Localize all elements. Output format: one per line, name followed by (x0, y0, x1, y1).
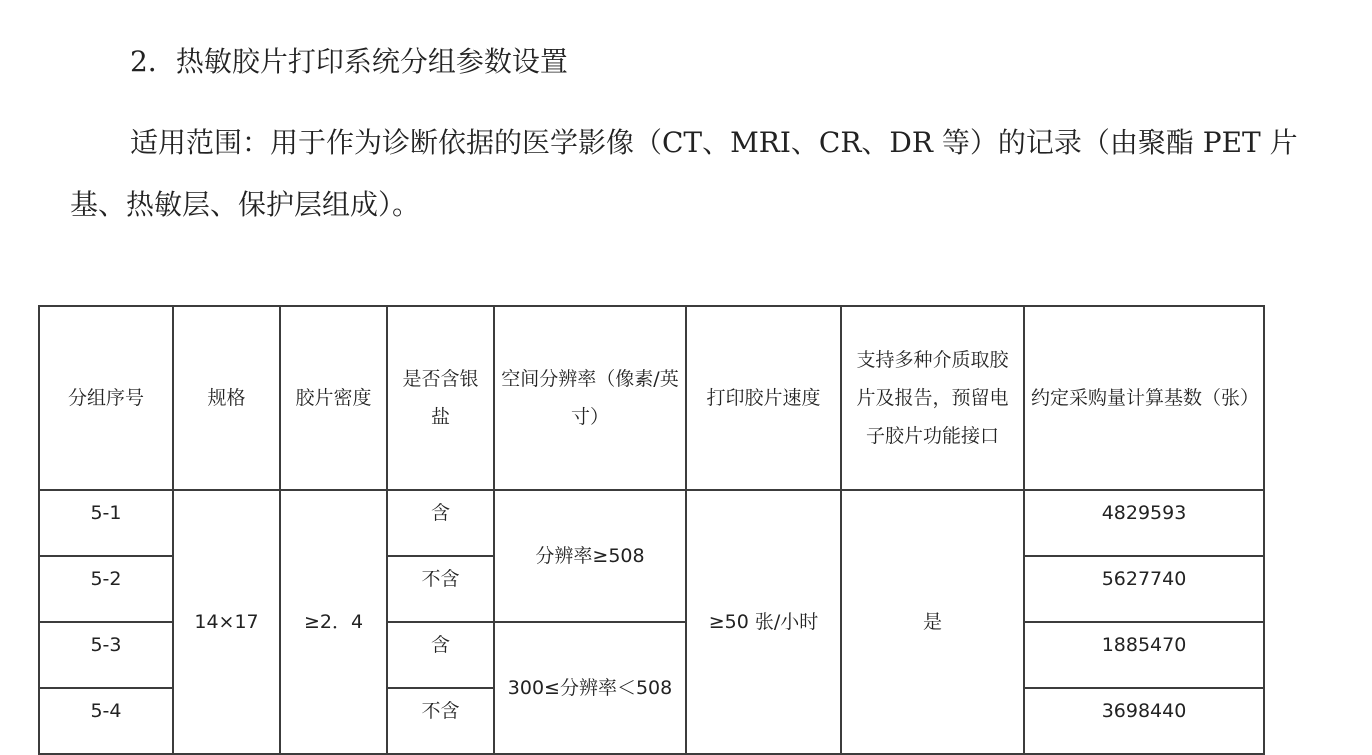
silver-salt-cell: 不含 (387, 556, 494, 622)
table-row (39, 490, 1264, 556)
table-header-row (39, 306, 1264, 490)
print-speed-cell: ≥50 张/小时 (686, 490, 841, 754)
header-cell-print-speed: 打印胶片速度 (686, 306, 841, 490)
group-id-cell: 5-4 (39, 688, 173, 754)
silver-salt-cell: 含 (387, 622, 494, 688)
quantity-cell: 5627740 (1024, 556, 1264, 622)
scope-paragraph: 适用范围：用于作为诊断依据的医学影像（CT、MRI、CR、DR 等）的记录（由聚酯 PET 片基、热敏层、保护层组成）。 (70, 126, 1298, 221)
multi-media-cell: 是 (841, 490, 1024, 754)
silver-salt-cell: 含 (387, 490, 494, 556)
group-id-cell: 5-2 (39, 556, 173, 622)
quantity-cell: 3698440 (1024, 688, 1264, 754)
header-cell-resolution: 空间分辨率（像素/英寸） (494, 306, 686, 490)
header-cell-density: 胶片密度 (280, 306, 387, 490)
group-id-cell: 5-3 (39, 622, 173, 688)
quantity-cell: 4829593 (1024, 490, 1264, 556)
group-parameter-table (38, 305, 1265, 755)
header-cell-silver-salt: 是否含银盐 (387, 306, 494, 490)
resolution-cell: 300≤分辨率＜508 (494, 622, 686, 754)
header-cell-spec: 规格 (173, 306, 280, 490)
header-cell-group-id: 分组序号 (39, 306, 173, 490)
resolution-cell: 分辨率≥508 (494, 490, 686, 622)
silver-salt-cell: 不含 (387, 688, 494, 754)
spec-cell: 14×17 (173, 490, 280, 754)
density-cell: ≥2．4 (280, 490, 387, 754)
quantity-cell: 1885470 (1024, 622, 1264, 688)
header-cell-multi-media: 支持多种介质取胶片及报告，预留电子胶片功能接口 (841, 306, 1024, 490)
section-heading: 2．热敏胶片打印系统分组参数设置 (130, 45, 568, 78)
group-id-cell: 5-1 (39, 490, 173, 556)
header-cell-quantity: 约定采购量计算基数（张） (1024, 306, 1264, 490)
